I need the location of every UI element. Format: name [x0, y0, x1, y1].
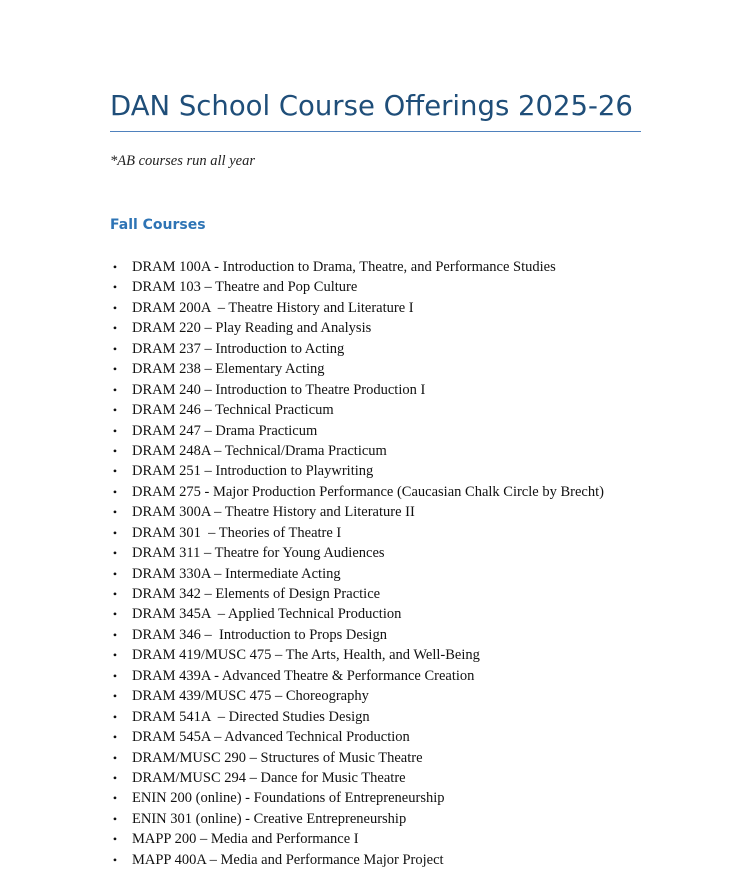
course-title: DRAM 346 – Introduction to Props Design — [132, 626, 387, 643]
bullet-icon: • — [112, 280, 118, 295]
bullet-icon: • — [112, 403, 118, 418]
course-title: DRAM 200A – Theatre History and Literature I — [132, 299, 414, 316]
course-title: DRAM 439A - Advanced Theatre & Performance Creation — [132, 667, 475, 684]
bullet-icon: • — [112, 423, 118, 438]
course-title: DRAM 545A – Advanced Technical Production — [132, 729, 410, 746]
bullet-icon: • — [112, 300, 118, 315]
bullet-icon: • — [112, 566, 118, 581]
bullet-icon: • — [112, 321, 118, 336]
course-title: ENIN 301 (online) - Creative Entrepreneurship — [132, 810, 407, 827]
course-title: DRAM 311 – Theatre for Young Audiences — [132, 545, 385, 562]
course-title: DRAM 100A - Introduction to Drama, Theatre, and Performance Studies — [132, 259, 556, 275]
course-title: DRAM 345A – Applied Technical Production — [132, 606, 402, 623]
bullet-icon: • — [112, 260, 118, 274]
bullet-icon: • — [112, 791, 118, 806]
course-title: DRAM/MUSC 290 – Structures of Music Theatre — [132, 749, 423, 766]
course-title: DRAM 248A – Technical/Drama Practicum — [132, 442, 387, 459]
course-title: DRAM 330A – Intermediate Acting — [132, 565, 341, 582]
bullet-icon: • — [112, 750, 118, 765]
bullet-icon: • — [112, 811, 118, 826]
bullet-icon: • — [112, 689, 118, 704]
bullet-icon: • — [112, 648, 118, 663]
title-underline — [110, 131, 641, 132]
course-title: DRAM 301 – Theories of Theatre I — [132, 524, 342, 541]
course-title: MAPP 200 – Media and Performance I — [132, 831, 359, 848]
course-title: DRAM 439/MUSC 475 – Choreography — [132, 688, 369, 705]
year-long-note: *AB courses run all year — [110, 153, 255, 169]
bullet-icon: • — [112, 770, 118, 785]
bullet-icon: • — [112, 607, 118, 622]
page-title: DAN School Course Offerings 2025-26 — [110, 90, 633, 122]
course-title: DRAM 251 – Introduction to Playwriting — [132, 463, 374, 480]
bullet-icon: • — [112, 341, 118, 356]
bullet-icon: • — [112, 505, 118, 520]
bullet-icon: • — [112, 587, 118, 601]
bullet-icon: • — [112, 464, 118, 479]
bullet-icon: • — [112, 832, 118, 847]
bullet-icon: • — [112, 709, 118, 724]
section-heading-fall: Fall Courses — [110, 217, 206, 233]
course-title: DRAM 342 – Elements of Design Practice — [132, 586, 381, 602]
course-title: DRAM 103 – Theatre and Pop Culture — [132, 279, 358, 296]
bullet-icon: • — [112, 627, 118, 642]
bullet-icon: • — [112, 362, 118, 377]
course-title: DRAM 300A – Theatre History and Literature II — [132, 504, 415, 521]
course-title: DRAM 541A – Directed Studies Design — [132, 708, 370, 725]
course-title: MAPP 400A – Media and Performance Major Project — [132, 851, 444, 868]
course-title: DRAM 419/MUSC 475 – The Arts, Health, and Well-Being — [132, 647, 480, 664]
bullet-icon: • — [112, 525, 118, 540]
course-title: DRAM 220 – Play Reading and Analysis — [132, 320, 372, 337]
bullet-icon: • — [112, 730, 118, 745]
course-title: DRAM 246 – Technical Practicum — [132, 402, 334, 419]
bullet-icon: • — [112, 443, 118, 458]
course-title: DRAM 275 - Major Production Performance (Caucasian Chalk Circle by Brecht) — [132, 483, 604, 500]
course-title: ENIN 200 (online) - Foundations of Entrepreneurship — [132, 790, 445, 807]
bullet-icon: • — [112, 852, 118, 867]
bullet-icon: • — [112, 668, 118, 683]
bullet-icon: • — [112, 546, 118, 561]
course-title: DRAM 238 – Elementary Acting — [132, 361, 325, 378]
course-title: DRAM 247 – Drama Practicum — [132, 422, 318, 439]
course-title: DRAM 237 – Introduction to Acting — [132, 340, 345, 357]
bullet-icon: • — [112, 484, 118, 499]
course-title: DRAM 240 – Introduction to Theatre Production I — [132, 381, 426, 398]
course-title: DRAM/MUSC 294 – Dance for Music Theatre — [132, 769, 406, 786]
bullet-icon: • — [112, 382, 118, 397]
